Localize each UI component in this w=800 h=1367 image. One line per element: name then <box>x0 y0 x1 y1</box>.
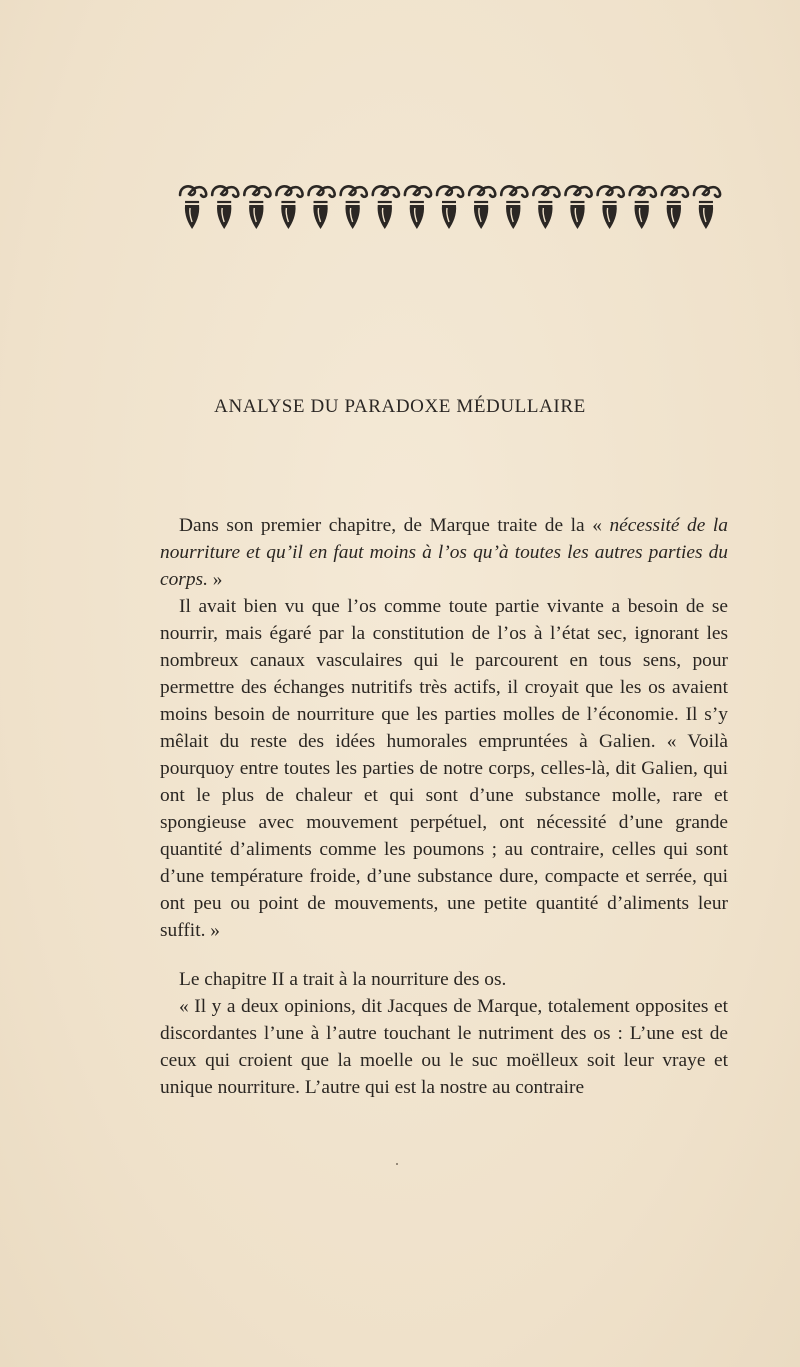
text-block-upper <box>160 512 728 944</box>
fleuron-icon <box>212 186 238 229</box>
paragraph-3: Le chapitre II a trait à la nourriture des os. <box>179 969 507 990</box>
fleuron-icon <box>276 186 302 229</box>
fleuron-icon <box>437 186 463 229</box>
paragraph-1-pre: Dans son premier chapitre, de Marque traite de la « <box>179 515 610 536</box>
paragraph-1-post: » <box>207 569 223 590</box>
fleuron-icon <box>533 186 559 229</box>
paragraph-2: Il avait bien vu que l’os comme toute partie vivante a besoin de se nourrir, mais égaré par la constitution de l’os à l’état sec, ignorant les nombreux canaux vasculaires qui le parcourent en tous sens, pour permettre des échanges nutritifs très actifs, il croyait que les os avaient moins besoin de nourriture que les parties molles de l’économie. Il s’y mêlait du reste des idées humorales empruntées à Galien. « Voilà pourquoy entre toutes les parties de notre corps, celles-là, dit Galien, qui ont le plus de chaleur et qui sont d’une substance molle, rare et spongieuse avec mouvement perpétuel, ont nécessité d’une grande quantité d’aliments comme les poumons ; au contraire, celles qui sont d’une température froide, d’une substance dure, compacte et serrée, qui ont peu ou point de mouvements, une petite quantité d’aliments leur suffit. » <box>160 596 728 941</box>
text-block-lower <box>160 966 728 1101</box>
chapter-title: ANALYSE DU PARADOXE MÉDULLAIRE <box>214 396 586 417</box>
fleuron-icon <box>405 186 431 229</box>
fleuron-icon <box>501 186 527 229</box>
stray-ink-dot <box>396 1163 398 1165</box>
fleuron-icon <box>694 186 720 229</box>
paragraph-1-quote: nécessité de la nourriture et qu’il en faut moins à l’os qu’à toutes les autres parties du corps. <box>160 515 728 590</box>
fleuron-icon <box>373 186 399 229</box>
fleuron-icon <box>309 186 335 229</box>
fleuron-icon <box>341 186 367 229</box>
paragraph-4: « Il y a deux opinions, dit Jacques de Marque, totalement opposites et discordantes l’une à l’autre touchant le nutriment des os : L’une est de ceux qui croient que la moelle ou le suc moëlleux soit leur vraye et unique nourriture. L’autre qui est la nostre au contraire <box>160 996 728 1098</box>
fleuron-icon <box>630 186 656 229</box>
fleuron-icon <box>565 186 591 229</box>
fleuron-row-svg <box>176 183 722 233</box>
fleuron-icon <box>662 186 688 229</box>
fleuron-icon <box>598 186 624 229</box>
fleuron-icon <box>244 186 270 229</box>
fleuron-icon <box>469 186 495 229</box>
paragraph-1 <box>160 512 728 593</box>
fleuron-icon <box>180 186 206 229</box>
fleuron-row-icon <box>176 183 722 233</box>
